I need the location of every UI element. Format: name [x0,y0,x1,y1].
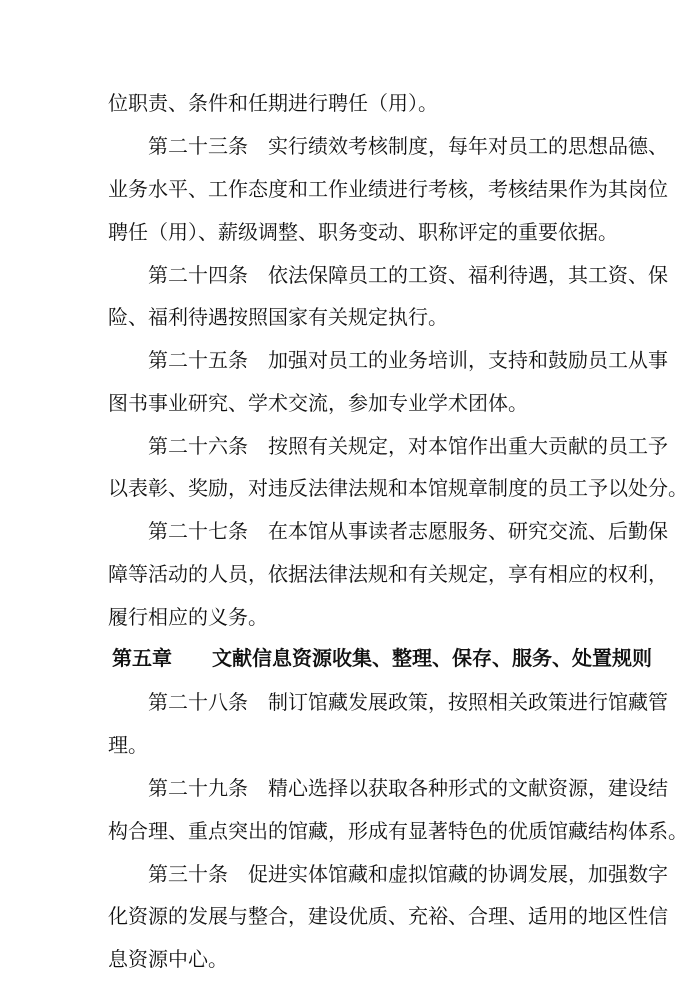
line-text: 图书事业研究、学术交流，参加专业学术团体。 [108,391,528,415]
text-line [0,814,700,848]
line-text: 第二十八条 制订馆藏发展政策，按照相关政策进行馆藏管 [148,690,668,714]
line-text: 第二十四条 依法保障员工的工资、福利待遇，其工资、保 [148,263,668,287]
text-line [0,514,700,548]
text-line [0,86,700,120]
line-text: 构合理、重点突出的馆藏，形成有显著特色的优质馆藏结构体系。 [108,819,688,843]
line-text: 第二十七条 在本馆从事读者志愿服务、研究交流、后勤保 [148,519,668,543]
line-text: 聘任（用）、薪级调整、职务变动、职称评定的重要依据。 [108,220,618,244]
text-line [0,728,700,762]
line-text: 以表彰、奖励，对违反法律法规和本馆规章制度的员工予以处分。 [108,476,688,500]
line-text: 息资源中心。 [108,947,228,971]
text-line [0,557,700,591]
text-line [0,600,700,634]
text-line [0,899,700,933]
text-line [0,172,700,206]
line-text: 化资源的发展与整合，建设优质、充裕、合理、适用的地区性信 [108,904,668,928]
line-text: 理。 [108,733,148,757]
chapter-heading-text: 第五章 文献信息资源收集、整理、保存、服务、处置规则 [112,646,652,670]
line-text: 第二十九条 精心选择以获取各种形式的文献资源，建设结 [148,776,668,800]
text-line [0,771,700,805]
text-line [0,300,700,334]
line-text: 第二十五条 加强对员工的业务培训，支持和鼓励员工从事 [148,348,668,372]
line-text: 险、福利待遇按照国家有关规定执行。 [108,305,448,329]
text-line [0,471,700,505]
text-line [0,429,700,463]
text-line [0,685,700,719]
line-text: 履行相应的义务。 [108,605,268,629]
line-text: 业务水平、工作态度和工作业绩进行考核，考核结果作为其岗位 [108,177,668,201]
text-line [0,129,700,163]
line-text: 第二十六条 按照有关规定，对本馆作出重大贡献的员工予 [148,434,668,458]
text-line [0,258,700,292]
chapter-heading [0,641,700,675]
line-text: 障等活动的人员，依据法律法规和有关规定，享有相应的权利， [108,562,668,586]
line-text: 第二十三条 实行绩效考核制度，每年对员工的思想品德、 [148,134,668,158]
text-line [0,942,700,976]
text-line [0,343,700,377]
text-line [0,386,700,420]
line-text: 第三十条 促进实体馆藏和虚拟馆藏的协调发展，加强数字 [148,862,668,886]
line-text: 位职责、条件和任期进行聘任（用）。 [108,91,438,115]
text-line [0,857,700,891]
text-line [0,215,700,249]
